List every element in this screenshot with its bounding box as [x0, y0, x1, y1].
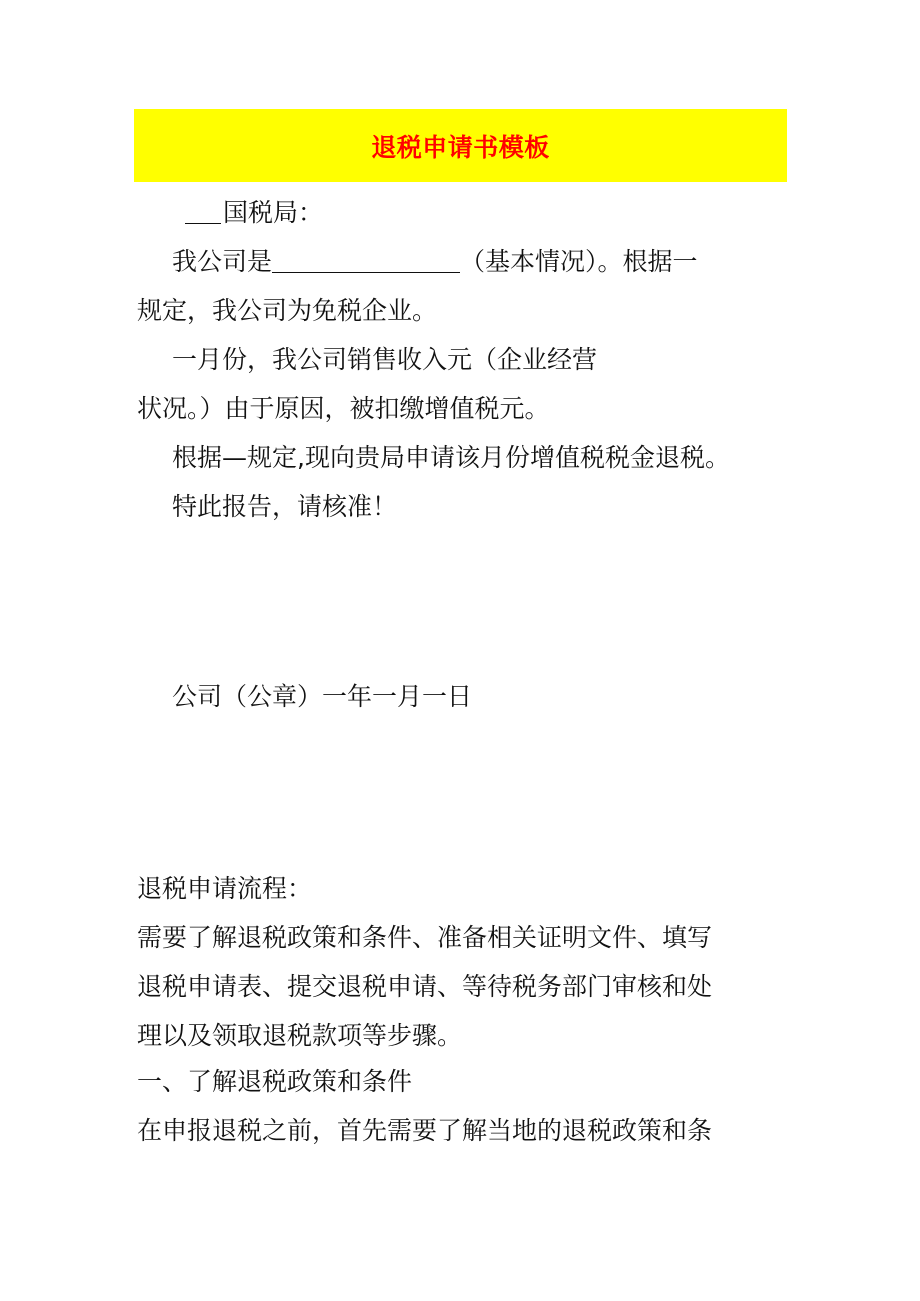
para1-continuation: 规定，我公司为免税企业。 — [137, 296, 438, 325]
step1-text: 在申报退税之前，首先需要了解当地的退税政策和条 — [137, 1116, 713, 1145]
signature-line: 公司（公章）一年一月一日 — [172, 682, 473, 711]
para1-suffix: （基本情况）。根据一 — [460, 247, 698, 276]
para1-prefix: 我公司是 — [172, 247, 273, 276]
para3-line: 根据—规定,现向贵局申请该月份增值税税金退税。 — [172, 443, 730, 472]
basic-info-blank — [272, 247, 460, 273]
document-title: 退税申请书模板 — [371, 132, 550, 162]
process-summary-line-3: 理以及领取退税款项等步骤。 — [137, 1021, 463, 1050]
para2-line2: 状况。）由于原因，被扣缴增值税元。 — [137, 394, 550, 423]
title-banner — [134, 109, 787, 182]
addressee-text: 国税局： — [223, 198, 324, 227]
closing-line: 特此报告，请核准！ — [172, 492, 398, 521]
para1-line — [172, 246, 698, 278]
process-heading: 退税申请流程： — [137, 874, 313, 903]
para2-line1: 一月份，我公司销售收入元（企业经营 — [172, 345, 598, 374]
addressee-blank — [185, 198, 221, 224]
addressee-line — [185, 197, 323, 229]
process-summary-line-1: 需要了解退税政策和条件、准备相关证明文件、填写 — [137, 923, 713, 952]
step1-heading: 一、了解退税政策和条件 — [137, 1067, 413, 1096]
process-summary-line-2: 退税申请表、提交退税申请、等待税务部门审核和处 — [137, 972, 713, 1001]
